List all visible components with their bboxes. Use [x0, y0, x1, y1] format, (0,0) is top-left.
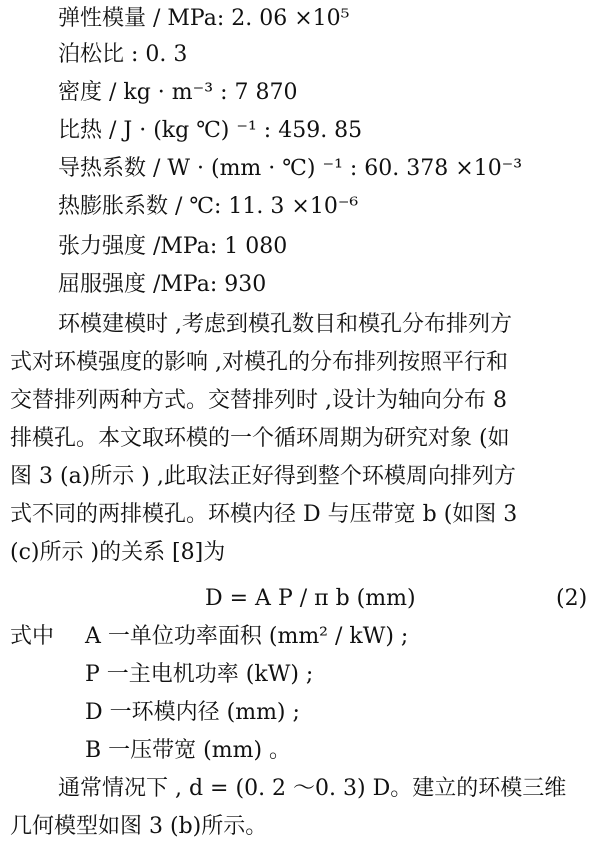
where-item-p: P 一主电机功率 (kW) ;: [85, 662, 314, 687]
equation-text: D = A P / π b (mm): [205, 586, 416, 611]
paragraph1-line-2: 式对环模强度的影响 ,对模孔的分布排列按照平行和: [10, 350, 508, 375]
paragraph2-line-1: 通常情况下 , d = (0. 2 ～0. 3) D。建立的环模三维: [58, 776, 567, 801]
where-item-a: A 一单位功率面积 (mm² / kW) ;: [85, 624, 409, 649]
paragraph2-line-2: 几何模型如图 3 (b)所示。: [10, 814, 268, 839]
where-item-d: D 一环模内径 (mm) ;: [85, 700, 300, 725]
property-tensile-strength: 张力强度 /MPa: 1 080: [58, 234, 288, 259]
paragraph1-line-6: 式不同的两排模孔。环模内径 D 与压带宽 b (如图 3: [10, 502, 518, 527]
property-poisson-ratio: 泊松比 : 0. 3: [58, 42, 188, 67]
paragraph1-line-7: (c)所示 )的关系 [8]为: [10, 540, 226, 565]
paragraph1-line-1: 环模建模时 ,考虑到模孔数目和模孔分布排列方: [58, 312, 512, 337]
where-label: 式中: [10, 624, 55, 649]
property-density: 密度 / kg · m⁻³ : 7 870: [58, 80, 298, 105]
property-specific-heat: 比热 / J · (kg ℃) ⁻¹ : 459. 85: [58, 118, 363, 143]
property-yield-strength: 屈服强度 /MPa: 930: [58, 272, 267, 297]
property-elastic-modulus: 弹性模量 / MPa: 2. 06 ×10⁵: [58, 6, 350, 31]
paragraph1-line-5: 图 3 (a)所示 ) ,此取法正好得到整个环模周向排列方: [10, 464, 516, 489]
equation-number: (2): [556, 586, 588, 611]
property-thermal-expansion: 热膨胀系数 / ℃: 11. 3 ×10⁻⁶: [58, 194, 359, 219]
paragraph1-line-3: 交替排列两种方式。交替排列时 ,设计为轴向分布 8: [10, 388, 507, 413]
paragraph1-line-4: 排模孔。本文取环模的一个循环周期为研究对象 (如: [10, 426, 510, 451]
where-item-b: B 一压带宽 (mm) 。: [85, 738, 292, 763]
property-thermal-conductivity: 导热系数 / W · (mm · ℃) ⁻¹ : 60. 378 ×10⁻³: [58, 156, 523, 181]
